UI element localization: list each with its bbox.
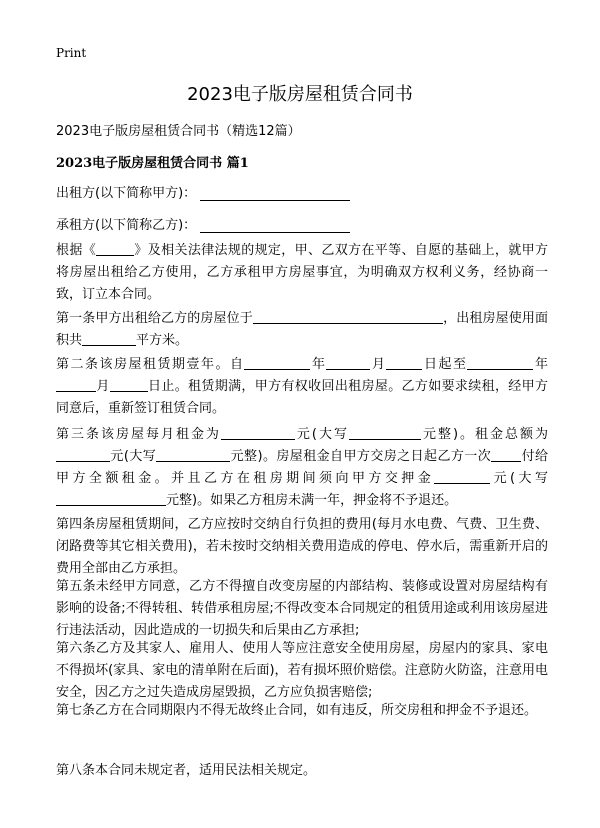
article-2-text-3: 月 [370,357,387,372]
article-3-text-5: 元整)。房屋租金自甲方交房之日起乙方一次 [230,449,492,464]
party-b-label: 承租方(以下简称乙方)： [56,218,197,233]
article-1-text-3: 平方米。 [136,333,189,348]
end-year-blank [467,355,533,370]
deposit-words-blank [56,491,166,506]
monthly-rent-blank [221,425,295,440]
total-rent-blank [56,447,110,462]
intro-text-2: 》及相关法律法规的规定，甲、乙双方在平等、自愿的基础上，就甲方将房屋出租给乙方使用，乙方承租甲方房屋事宜，为明确双方权利义务，经协商一致，订立本合同。 [56,243,548,302]
deposit-blank [434,469,490,484]
article-6: 第六条乙方及其家人、雇用人、使用人等应注意安全使用房屋，房屋内的家具、家电不得损坏(家具、家电的清单附在后面)，若有损坏照价赔偿。注意防火防盗，注意用电安全，因乙方之过失造成房屋毁损，乙方应负损害赔偿; [56,641,548,700]
article-3-text-4: 元(大写 [110,449,157,464]
area-blank [82,331,136,346]
intro-text-1: 根据《 [56,243,97,258]
party-b-blank [200,218,350,233]
article-2-text-1: 第二条该房屋租赁期壹年。自 [56,357,245,372]
article-1 [56,308,548,352]
article-2-text-6: 月 [96,379,110,394]
party-a-label: 出租方(以下简称甲方)： [56,186,197,201]
article-3-text-3: 元整)。租金总额为 [420,427,548,442]
article-2-text-2: 年 [310,357,327,372]
article-8: 第八条本合同未规定者，适用民法相关规定。 [56,763,317,778]
document-subtitle: 2023电子版房屋租赁合同书（精选12篇） [56,124,301,139]
start-day-blank [386,355,422,370]
article-3-text-1: 第三条该房屋每月租金为 [56,427,221,442]
article-3 [56,424,548,512]
article-3-text-7: 元(大写 [490,471,548,486]
article-2-text-7: 日止。租赁期满，甲方有权收回出租房屋。乙方如要求续租，经甲方同意后，重新签订租赁合同。 [56,379,548,416]
article-1-text-1: 第一条甲方出租给乙方的房屋位于 [56,311,253,326]
party-b-row [56,214,350,233]
intro-paragraph [56,240,548,306]
document-title: 2023电子版房屋租赁合同书 [187,84,413,105]
start-year-blank [244,355,310,370]
article-3-text-6: 付给甲方全额租金。并且乙方在租房期间须向甲方交押金 [56,449,548,486]
article-4: 第四条房屋租赁期间，乙方应按时交纳自行负担的费用(每月水电费、气费、卫生费、闭路费等其它相关费用)，若未按时交纳相关费用造成的停电、停水后，需重新开启的费用全部由乙方承担。 [56,517,548,576]
end-day-blank [110,377,148,392]
article-2-text-4: 日起至 [422,357,468,372]
monthly-rent-words-blank [349,425,421,440]
start-month-blank [326,355,370,370]
article-3-text-8: 元整)。如果乙方租房未满一年，押金将不予退还。 [166,493,458,508]
law-name-blank [96,241,134,256]
article-2 [56,354,548,420]
party-a-blank [200,186,350,201]
article-3-text-2: 元(大写 [294,427,349,442]
article-5: 第五条未经甲方同意，乙方不得擅自改变房屋的内部结构、装修或设置对房屋结构有影响的设备;不得转租、转借承租房屋;不得改变本合同规定的租赁用途或利用该房屋进行违法活动，因此造成的一切损失和后果由乙方承担; [56,579,548,638]
print-link[interactable]: Print [56,46,87,60]
article-2-text-5: 年 [533,357,548,372]
end-month-blank [56,377,96,392]
payment-period-blank [491,447,521,462]
section-heading: 2023电子版房屋租赁合同书 篇1 [56,156,249,171]
total-rent-words-blank [156,447,230,462]
article-7: 第七条乙方在合同期限内不得无故终止合同，如有违反，所交房租和押金不予退还。 [56,703,538,718]
article-1-text-2: ，出租房屋使用面积共 [56,311,548,348]
address-blank [253,309,443,324]
party-a-row [56,182,350,201]
